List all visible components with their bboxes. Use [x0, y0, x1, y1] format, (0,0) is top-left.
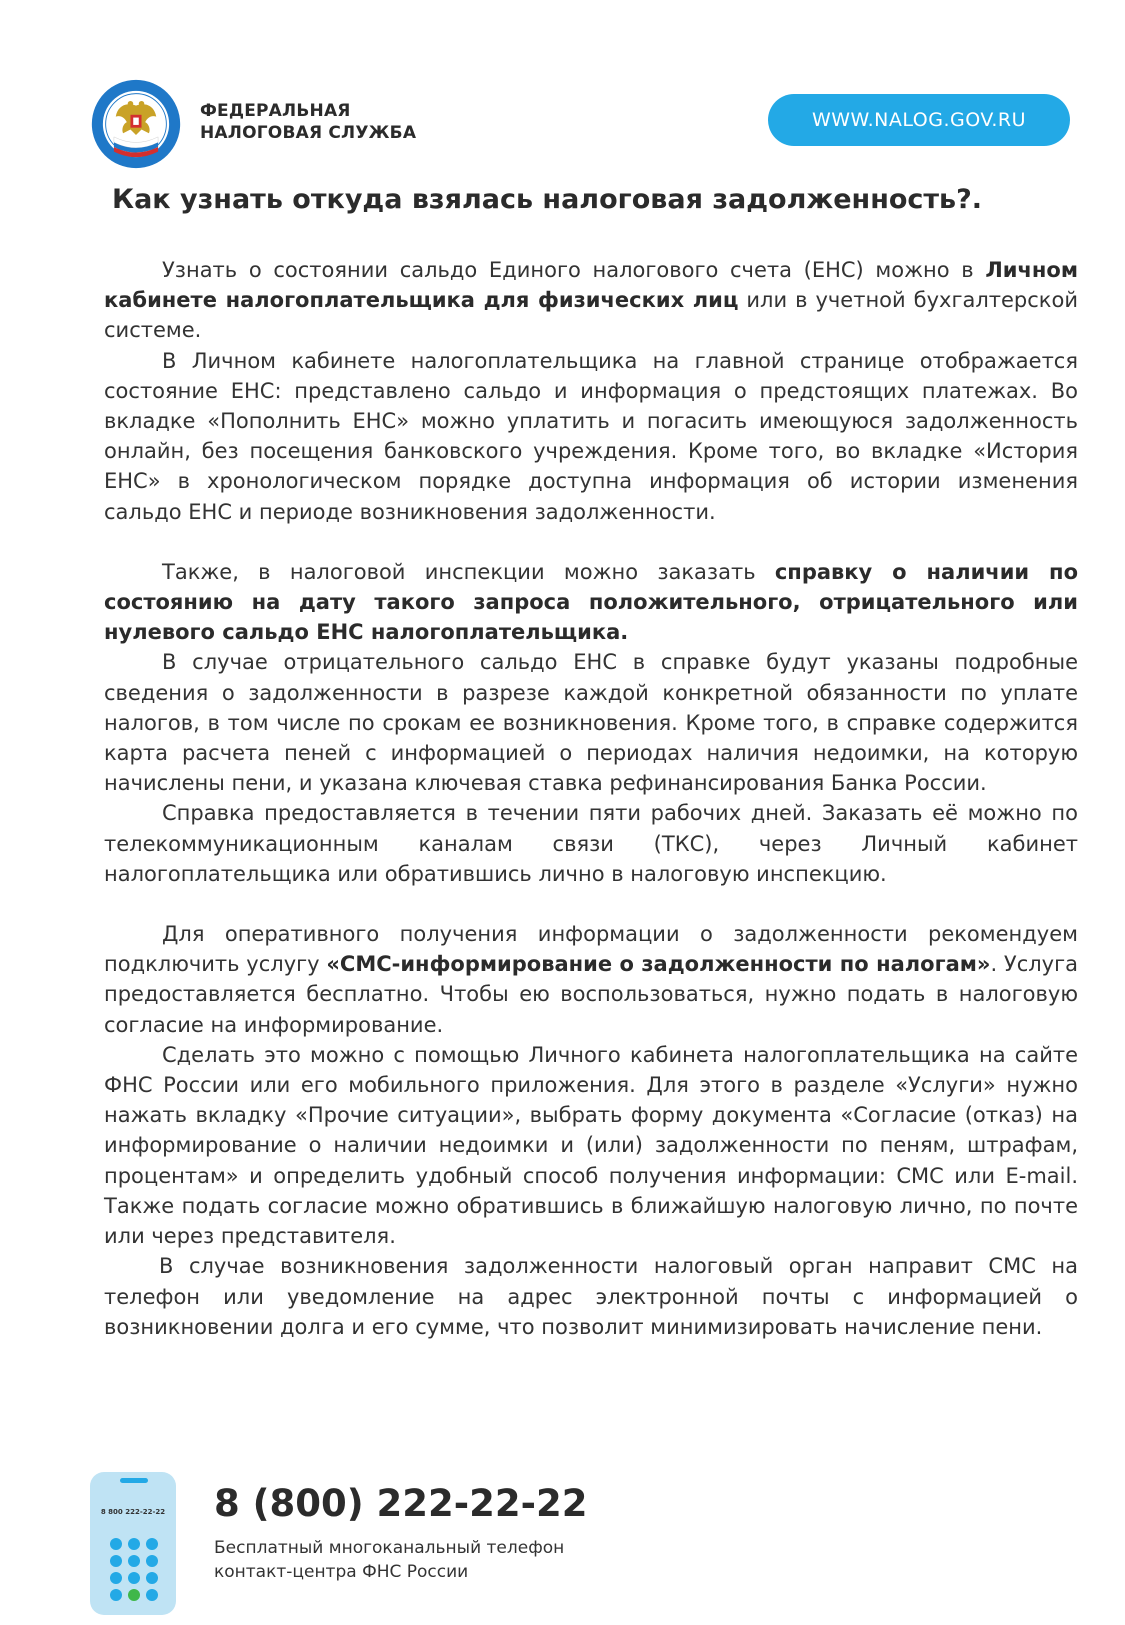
keypad-dot [146, 1572, 158, 1584]
article-body [104, 255, 1078, 1342]
fns-emblem-icon [90, 78, 182, 170]
keypad-dot [110, 1555, 122, 1567]
paragraph-text: Сделать это можно с помощью Личного кабинета налогоплательщика на сайте ФНС России или его мобильного приложения. Для этого в разделе «Услуги» нужно нажать вкладку «Прочие ситуации», выбрать форму документа «Согласие (отказ) на информирование о наличии недоимки и (или) задолженности по пеням, штрафам, процентам» и определить удобный способ получения информации: СМС или E-mail. Также подать согласие можно обратившись в ближайшую налоговую лично, по почте или через представителя. [104, 1042, 1078, 1249]
page-title: Как узнать откуда взялась налоговая задолженность?. [112, 184, 983, 215]
paragraph-3 [104, 557, 1078, 648]
paragraph-bold-text: «СМС-информирование о задолженности по налогам» [326, 952, 991, 977]
keypad-dot [146, 1538, 158, 1550]
hotline-number[interactable]: 8 (800) 222-22-22 [214, 1482, 588, 1525]
paragraph-text: . Услуга предоставляется бесплатно. Чтобы ею воспользоваться, нужно подать в налоговую согласие на информирование. [104, 952, 1078, 1037]
paragraph-bold-text: Личном кабинете налогоплательщика для физических лиц [104, 258, 1078, 313]
org-name-line2: НАЛОГОВАЯ СЛУЖБА [200, 123, 417, 143]
phone-screen-number: 8 800 222-22-22 [100, 1508, 166, 1516]
phone-device-icon [90, 1472, 176, 1615]
paragraph-text: В случае отрицательного сальдо ЕНС в справке будут указаны подробные сведения о задолженности в разрезе каждой конкретной обязанности по уплате налогов, в том числе по срокам ее возникновения. Кроме того, в справке содержится карта расчета пеней с информацией о периодах наличия недоимки, на которую начислены пени, и указана ключевая ставка рефинансирования Банка России. [104, 650, 1078, 796]
paragraph-bold-text: справку о наличии по состоянию на дату такого запроса положительного, отрицательного или нулевого сальдо ЕНС налогоплательщика. [104, 559, 1078, 645]
keypad-dot [110, 1572, 122, 1584]
paragraph-text: В случае возникновения задолженности налоговый орган направит СМС на телефон или уведомление на адрес электронной почты с информацией о возникновении долга и его сумме, что позволит минимизировать начисление пени. [104, 1254, 1078, 1339]
paragraph-text: Для оперативного получения информации о задолженности рекомендуем подключить услугу [104, 922, 1078, 977]
paragraph-7 [104, 1040, 1078, 1251]
keypad-dot-call [128, 1589, 140, 1601]
paragraph-4 [104, 647, 1078, 798]
keypad-dot [110, 1538, 122, 1550]
paragraph-text: В Личном кабинете налогоплательщика на главной странице отображается состояние ЕНС: представлено сальдо и информация о предстоящих платежах. Во вкладке «Пополнить ЕНС» можно уплатить и погасить имеющуюся задолженность онлайн, без посещения банковского учреждения. Кроме того, во вкладке «История ЕНС» в хронологическом порядке доступна информация об истории изменения сальдо ЕНС и периоде возникновения задолженности. [104, 348, 1078, 524]
keypad-dot [146, 1589, 158, 1601]
keypad-dot [128, 1572, 140, 1584]
org-name [200, 100, 416, 144]
keypad-dot [110, 1589, 122, 1601]
paragraph-text: или в учетной бухгалтерской системе. [104, 288, 1078, 343]
site-url-button[interactable]: WWW.NALOG.GOV.RU [768, 94, 1070, 146]
paragraph-6 [104, 919, 1078, 1040]
phone-speaker [120, 1478, 148, 1483]
paragraph-2 [104, 346, 1078, 527]
hotline-desc-line1: Бесплатный многоканальный телефон [214, 1538, 565, 1558]
keypad-dot [146, 1555, 158, 1567]
hotline-desc-line2: контакт-центра ФНС России [214, 1562, 469, 1582]
keypad-dot [128, 1555, 140, 1567]
phone-keypad [110, 1538, 158, 1601]
hotline-description [214, 1536, 634, 1584]
paragraph-8 [104, 1251, 1078, 1342]
page-header [0, 0, 1125, 180]
paragraph-text: Также, в налоговой инспекции можно заказать [162, 559, 775, 584]
keypad-dot [128, 1538, 140, 1550]
org-name-line1: ФЕДЕРАЛЬНАЯ [200, 101, 351, 121]
paragraph-1 [104, 255, 1078, 346]
paragraph-text: Справка предоставляется в течении пяти рабочих дней. Заказать её можно по телекоммуникационным каналам связи (ТКС), через Личный кабинет налогоплательщика или обратившись лично в налоговую инспекцию. [104, 801, 1078, 886]
paragraph-text: Узнать о состоянии сальдо Единого налогового счета (ЕНС) можно в [162, 258, 986, 282]
paragraph-5 [104, 798, 1078, 889]
